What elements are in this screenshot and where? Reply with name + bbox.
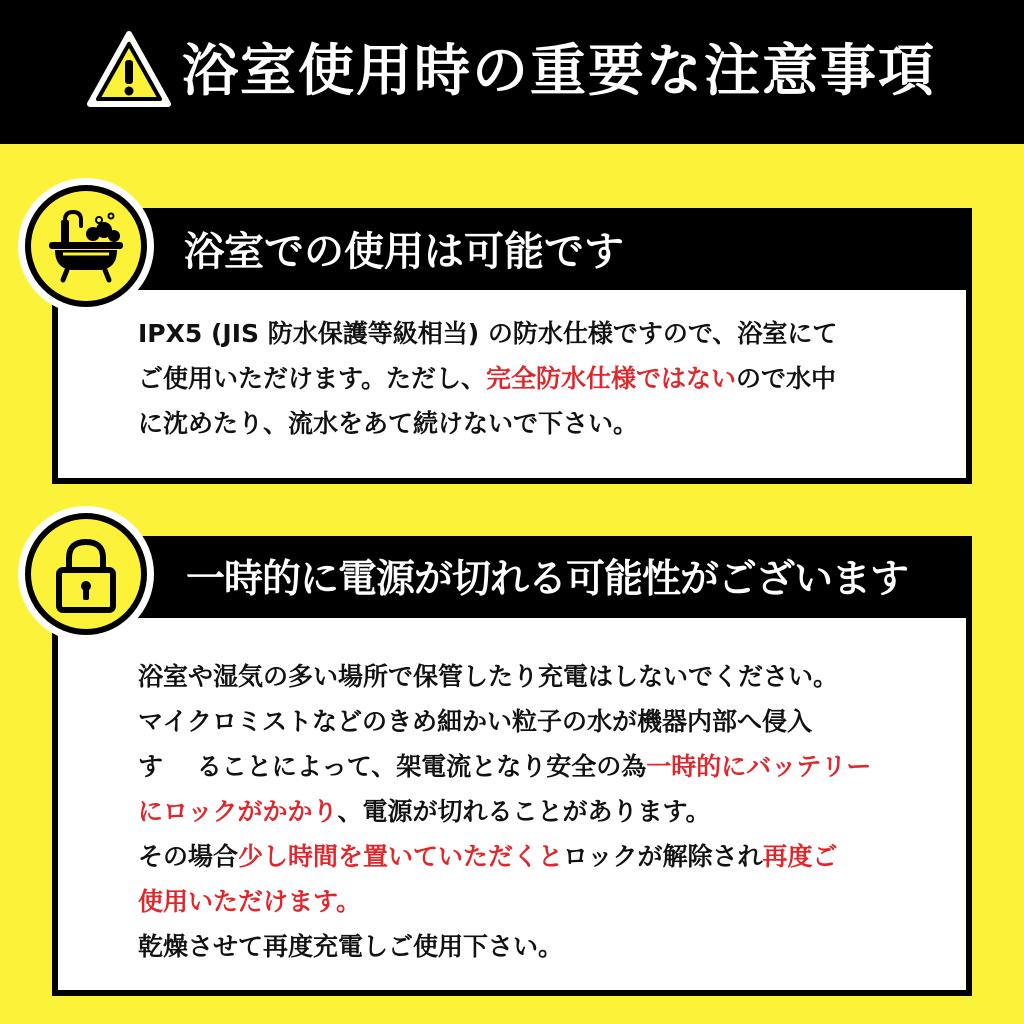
section-header xyxy=(58,214,966,290)
section-bathroom-use xyxy=(52,208,972,484)
body-text: ロックが解除され xyxy=(563,842,763,871)
body-text: ので水中 xyxy=(736,364,837,393)
bathtub-badge xyxy=(25,185,147,307)
header-banner xyxy=(0,0,1024,144)
highlight-text: 少し時間を置いていただくと xyxy=(238,842,564,871)
body-line xyxy=(138,879,898,924)
body-line xyxy=(138,789,898,834)
section-power-off xyxy=(52,536,972,996)
section-header xyxy=(58,542,966,618)
section-body xyxy=(138,311,898,446)
body-line xyxy=(138,744,898,789)
padlock-icon xyxy=(51,534,121,614)
section-title: 一時的に電源が切れる可能性がございます xyxy=(186,557,909,602)
highlight-text: 再度ご xyxy=(762,842,838,871)
body-line xyxy=(138,401,898,446)
section-body xyxy=(138,654,898,969)
section-title: 浴室での使用は可能です xyxy=(184,229,624,275)
body-text: 乾燥させて再度充電しご使用下さい。 xyxy=(138,932,564,961)
body-line xyxy=(138,699,898,744)
highlight-text: 完全防水仕様ではない xyxy=(486,364,737,393)
body-line xyxy=(138,311,898,356)
padlock-badge xyxy=(25,513,147,635)
body-line xyxy=(138,356,898,401)
body-text: ご使用いただけます。ただし、 xyxy=(138,364,487,393)
highlight-text: にロックがかかり xyxy=(138,797,338,826)
body-text: マイクロミストなどのきめ細かい粒子の水が機器内部へ侵入 xyxy=(138,707,813,736)
body-text: に沈めたり、流水をあて続けないで下さい。 xyxy=(138,409,639,438)
highlight-text: 一時的にバッテリー xyxy=(646,752,872,781)
body-text: その場合 xyxy=(138,842,239,871)
body-line xyxy=(138,654,898,699)
page-title: 浴室使用時の重要な注意事項 xyxy=(182,39,936,104)
bathtub-icon xyxy=(41,206,131,286)
body-text: 、電源が切れることがあります。 xyxy=(337,797,711,826)
body-text: IPX5 (JIS 防水保護等級相当) の防水仕様ですので、浴室にて xyxy=(138,319,838,348)
body-line xyxy=(138,924,898,969)
body-line xyxy=(138,834,898,879)
warning-icon xyxy=(86,30,172,110)
body-text: 浴室や湿気の多い場所で保管したり充電はしないでください。 xyxy=(138,662,839,691)
highlight-text: 使用いただけます。 xyxy=(138,887,362,916)
body-text: す ることによって、架電流となり安全の為 xyxy=(138,752,647,781)
